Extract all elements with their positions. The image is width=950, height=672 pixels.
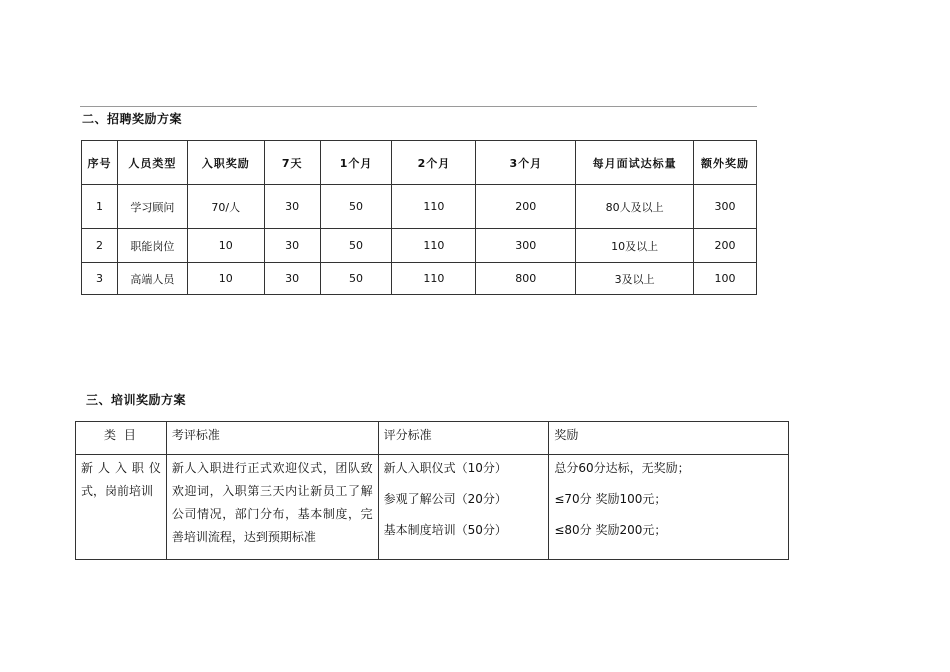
- table-row: [82, 263, 757, 295]
- criteria-cell: 新人入职进行正式欢迎仪式，团队致欢迎词，入职第三天内让新员工了解公司情况，部门分布，基本制度，完善培训流程，达到预期标准: [166, 455, 378, 560]
- table-cell: 200: [694, 229, 757, 263]
- table-cell: 50: [320, 263, 392, 295]
- reward-cell: [549, 455, 789, 560]
- header-cell: 入职奖励: [187, 141, 264, 185]
- table-cell: 学习顾问: [117, 185, 187, 229]
- header-cell: 每月面试达标量: [576, 141, 694, 185]
- table-cell: 职能岗位: [117, 229, 187, 263]
- table-cell: 10: [187, 229, 264, 263]
- scoring-item: 新人入职仪式（10分）: [383, 461, 507, 475]
- reward-item: ≤70分 奖励100元；: [554, 492, 667, 506]
- table-cell: 800: [476, 263, 576, 295]
- header-cell: 类 目: [76, 422, 167, 455]
- reward-item: 总分60分达标，无奖励；: [554, 461, 690, 475]
- table-cell: 30: [264, 263, 320, 295]
- table-cell: 1: [82, 185, 118, 229]
- table-cell: 200: [476, 185, 576, 229]
- table-cell: 2: [82, 229, 118, 263]
- header-cell: 考评标准: [166, 422, 378, 455]
- header-cell: 3个月: [476, 141, 576, 185]
- section3-title: 三、培训奖励方案: [86, 393, 187, 407]
- table-row: [82, 185, 757, 229]
- table-cell: 110: [392, 263, 476, 295]
- header-cell: 2个月: [392, 141, 476, 185]
- table-cell: 30: [264, 229, 320, 263]
- recruitment-reward-table: [81, 140, 757, 295]
- table-cell: 300: [694, 185, 757, 229]
- table-cell: 110: [392, 229, 476, 263]
- scoring-item: 参观了解公司（20分）: [383, 492, 507, 506]
- horizontal-rule: [80, 106, 757, 107]
- table-cell: 110: [392, 185, 476, 229]
- table-header-row: [82, 141, 757, 185]
- table-cell: 3: [82, 263, 118, 295]
- header-cell: 7天: [264, 141, 320, 185]
- header-cell: 奖励: [549, 422, 789, 455]
- section2-title: 二、招聘奖励方案: [82, 112, 183, 126]
- table-cell: 300: [476, 229, 576, 263]
- table-cell: 3及以上: [576, 263, 694, 295]
- table-row: [82, 229, 757, 263]
- table-cell: 10及以上: [576, 229, 694, 263]
- header-cell: 评分标准: [378, 422, 549, 455]
- table-cell: 10: [187, 263, 264, 295]
- scoring-cell: [378, 455, 549, 560]
- table-cell: 50: [320, 229, 392, 263]
- category-cell: 新人入职仪式，岗前培训: [76, 455, 167, 560]
- header-cell: 1个月: [320, 141, 392, 185]
- table-header-row: [76, 422, 789, 455]
- reward-item: ≤80分 奖励200元；: [554, 523, 667, 537]
- header-cell: 人员类型: [117, 141, 187, 185]
- header-cell: 序号: [82, 141, 118, 185]
- table-cell: 高端人员: [117, 263, 187, 295]
- scoring-item: 基本制度培训（50分）: [383, 523, 507, 537]
- table-row: [76, 455, 789, 560]
- table-cell: 100: [694, 263, 757, 295]
- table-cell: 50: [320, 185, 392, 229]
- table-cell: 30: [264, 185, 320, 229]
- header-cell: 额外奖励: [694, 141, 757, 185]
- training-reward-table: [75, 421, 789, 560]
- table-cell: 80人及以上: [576, 185, 694, 229]
- table-cell: 70/人: [187, 185, 264, 229]
